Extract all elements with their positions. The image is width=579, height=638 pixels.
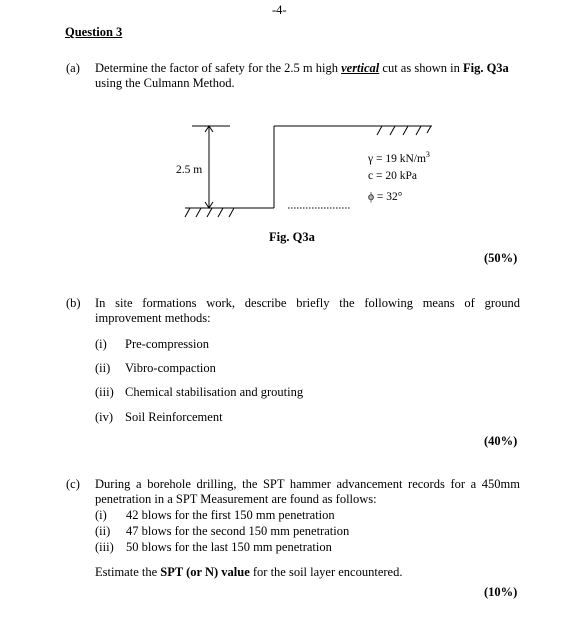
part-a-letter: (a) [66,61,80,75]
part-a-marks: (50%) [484,251,518,265]
part-b-marks: (40%) [484,434,518,448]
figure-reference: Fig. Q3a [462,61,509,75]
part-a-text: Determine the factor of safety for the 2.5 m high [95,61,342,75]
list-item: (iii) Chemical stabilisation and grouting [95,385,304,399]
part-c-question-line1: During a borehole drilling, the SPT hammer advancement records for a 450mm [95,477,520,491]
list-item: (i) Pre-compression [95,337,210,351]
list-item: (i) 42 blows for the first 150 mm penetration [95,508,335,522]
unit-weight-label: γ = 19 $kN/m^3$ [368,150,430,165]
figure-caption: Fig. Q3a [269,230,315,244]
part-a-question-line2: using the Culmann Method. [95,76,235,90]
list-item: (iv) Soil Reinforcement [95,410,223,424]
cohesion-label: c = 20 kPa [368,170,417,182]
page-number: -4- [272,3,287,17]
part-c-question-line2: penetration in a SPT Measurement are found as follows: [95,492,377,506]
list-item: (iii) 50 blows for the last 150 mm penetration [95,540,332,554]
estimate-instruction: Estimate the SPT (or N) value for the soil layer encountered. [95,565,403,579]
part-c-letter: (c) [66,477,80,491]
part-b-question-line2: improvement methods: [95,311,211,325]
part-b-letter: (b) [66,296,81,310]
part-b-question-line1: In site formations work, describe briefly the following means of ground [95,296,520,310]
height-label: 2.5 m [176,164,203,176]
friction-angle-label: ϕ = 32° [368,191,403,203]
vertical-emphasis: vertical [341,61,380,75]
part-a-text-mid: cut as shown in [379,61,463,75]
list-item: (ii) Vibro-compaction [95,361,216,375]
question-heading: Question 3 [65,25,123,39]
part-c-marks: (10%) [484,585,518,599]
cut-figure [0,0,579,250]
list-item: (ii) 47 blows for the second 150 mm penetration [95,524,350,538]
